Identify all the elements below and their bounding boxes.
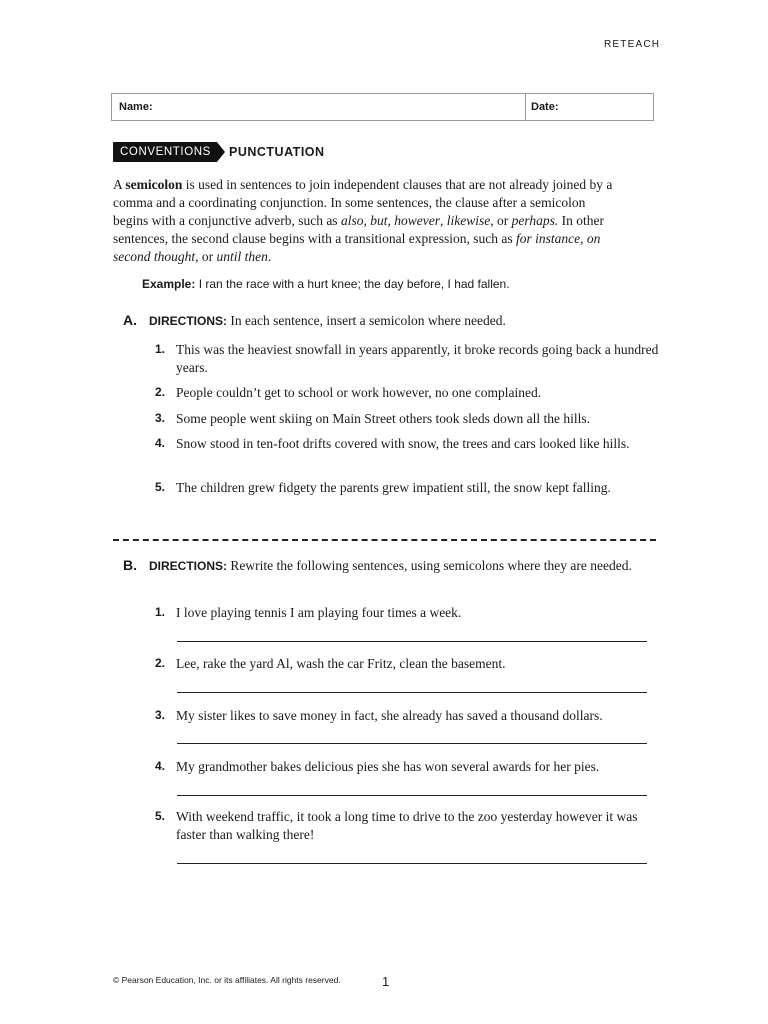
list-item: Snow stood in ten-foot drifts covered with snow, the trees and cars looked like hills.: [176, 436, 630, 451]
intro-paragraph: A semicolon is used in sentences to join independent clauses that are not already joined by a comma and a coordinating conjunction. In some sentences, the clause after a semicolon begins with a conjunctive adverb, such as also, but, however, likewise, or perhaps. In other sentences, the second clause begins with a transitional expression, such as for instance, on second thought, or until then.: [113, 177, 613, 264]
example-sentence: Example: I ran the race with a hurt knee; the day before, I had fallen.: [142, 277, 510, 291]
conventions-tag: CONVENTIONS: [113, 142, 217, 162]
item-number: 1.: [155, 605, 166, 619]
list-item: The children grew fidgety the parents grew impatient still, the snow kept falling.: [176, 480, 611, 495]
list-item: I love playing tennis I am playing four times a week.: [176, 605, 462, 620]
semicolon-term: semicolon: [125, 177, 183, 192]
section-a-letter: A.: [123, 312, 137, 328]
answer-line[interactable]: [177, 641, 647, 642]
answer-line[interactable]: [177, 743, 647, 744]
list-item: Lee, rake the yard Al, wash the car Fritz, clean the basement.: [176, 656, 506, 671]
item-number: 3.: [155, 411, 166, 425]
list-item: My sister likes to save money in fact, she already has saved a thousand dollars.: [176, 708, 603, 723]
conventions-tag-arrow: [217, 142, 225, 162]
item-number: 4.: [155, 436, 166, 450]
section-divider: [113, 539, 656, 541]
item-number: 3.: [155, 708, 166, 722]
page-number: 1: [382, 974, 390, 989]
punctuation-heading: PUNCTUATION: [229, 145, 325, 159]
item-number: 2.: [155, 385, 166, 399]
reteach-label: RETEACH: [604, 39, 661, 50]
answer-line[interactable]: [177, 795, 647, 796]
date-label: Date:: [531, 101, 559, 113]
name-date-box: [111, 93, 654, 121]
answer-line[interactable]: [177, 863, 647, 864]
list-item: This was the heaviest snowfall in years apparently, it broke records going back a hundred years.: [176, 342, 659, 375]
section-b-directions: DIRECTIONS: Rewrite the following sentences, using semicolons where they are needed.: [149, 558, 632, 573]
copyright-notice: © Pearson Education, Inc. or its affiliates. All rights reserved.: [113, 975, 341, 985]
item-number: 5.: [155, 480, 166, 494]
name-label: Name:: [119, 101, 153, 113]
name-date-divider: [525, 94, 526, 120]
item-number: 4.: [155, 759, 166, 773]
section-b-letter: B.: [123, 557, 137, 573]
list-item: With weekend traffic, it took a long time to drive to the zoo yesterday however it was faster than walking there!: [176, 809, 638, 842]
list-item: My grandmother bakes delicious pies she has won several awards for her pies.: [176, 759, 600, 774]
list-item: Some people went skiing on Main Street others took sleds down all the hills.: [176, 411, 590, 426]
item-number: 1.: [155, 342, 166, 356]
item-number: 5.: [155, 809, 166, 823]
example-label: Example:: [142, 277, 196, 291]
answer-line[interactable]: [177, 692, 647, 693]
section-a-directions: DIRECTIONS: In each sentence, insert a semicolon where needed.: [149, 313, 506, 328]
item-number: 2.: [155, 656, 166, 670]
list-item: People couldn’t get to school or work however, no one complained.: [176, 385, 542, 400]
